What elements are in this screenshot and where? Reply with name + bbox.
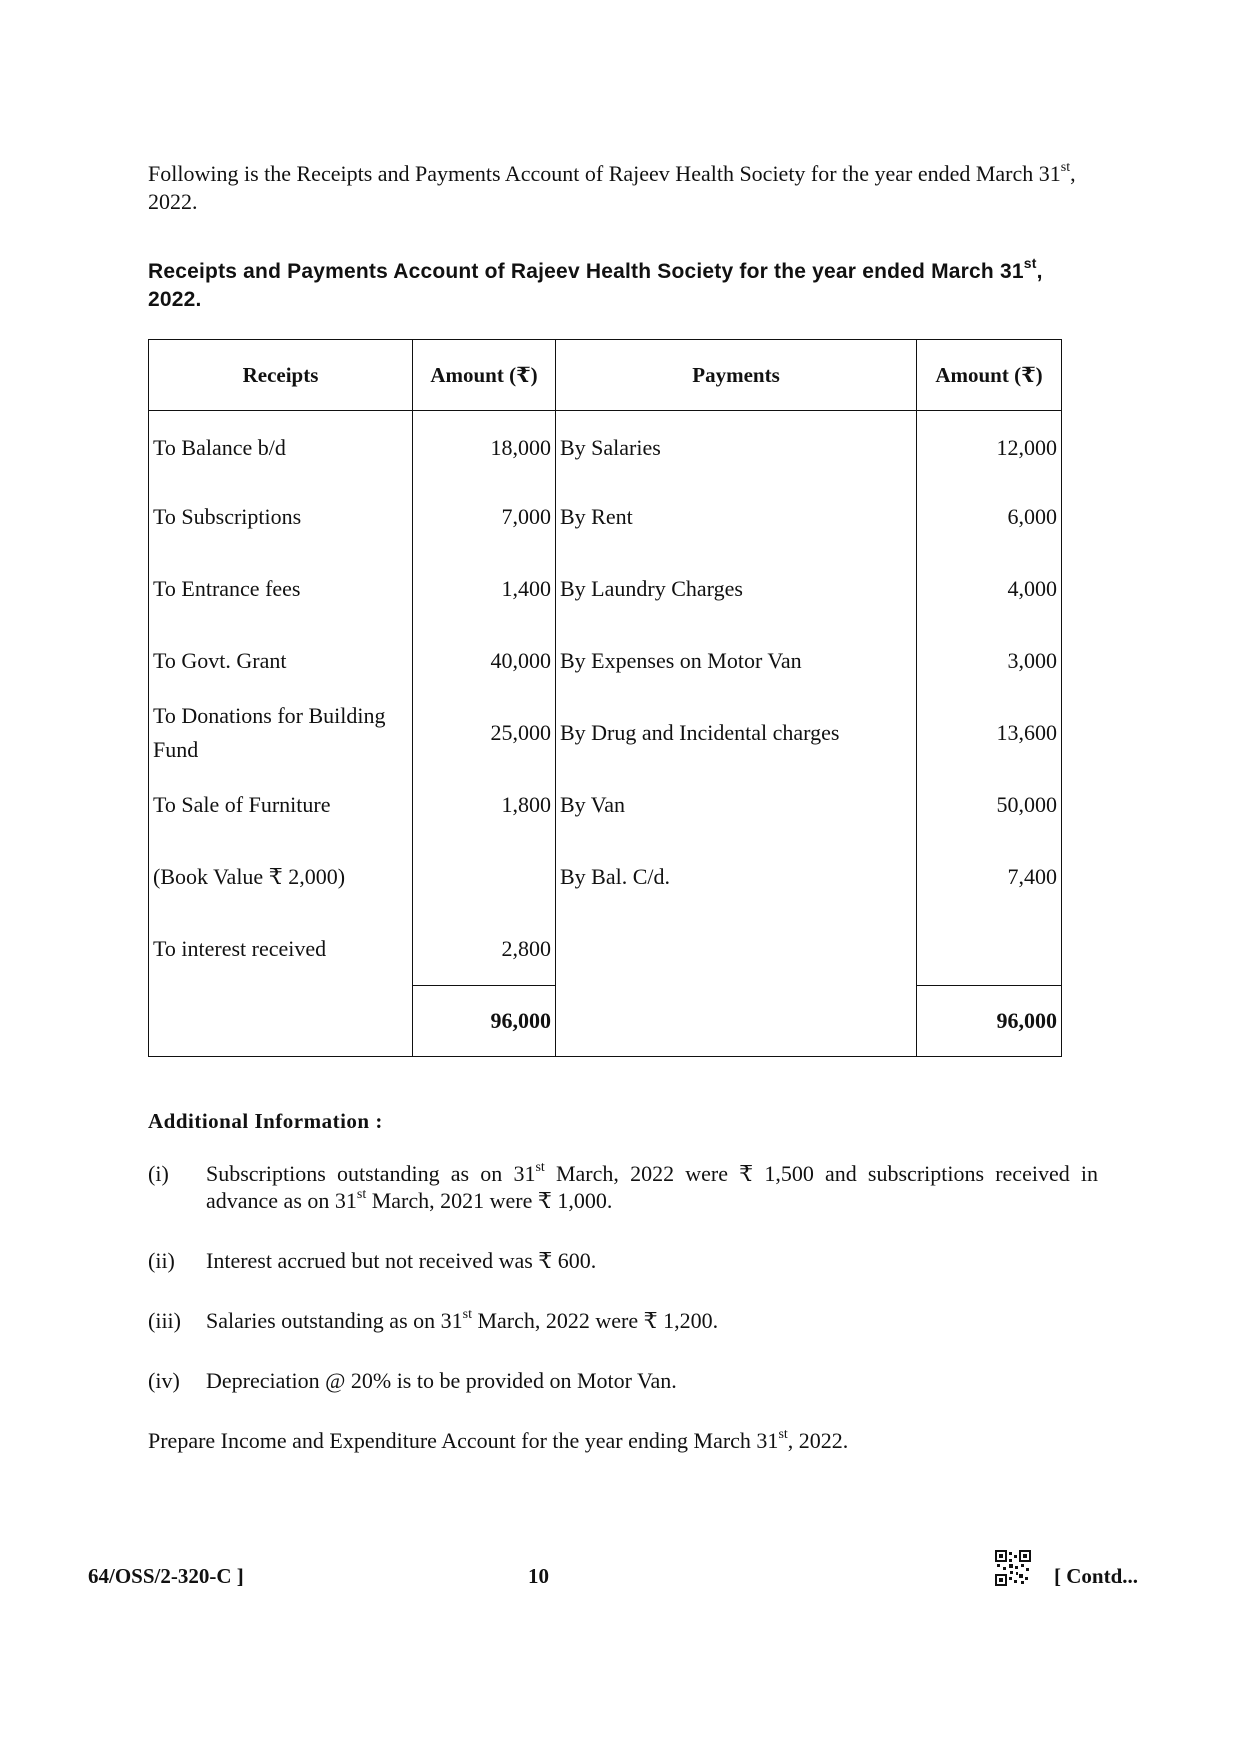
payment-label [556,913,917,986]
table-row [149,697,1062,769]
receipt-label: (Book Value ₹ 2,000) [149,841,413,913]
header-payments: Payments [556,340,917,411]
closing-text: Prepare Income and Expenditure Account for the year ending March 31 [148,1428,779,1453]
receipt-label: To Entrance fees [149,553,413,625]
qr-code-icon [995,1550,1031,1586]
receipt-label: To interest received [149,913,413,986]
table-title-text: Receipts and Payments Account of Rajeev Health Society for the year ended March 31 [148,260,1024,283]
payment-label: By Rent [556,481,917,553]
total-payment-blank [556,986,917,1057]
table-row [149,481,1062,553]
closing-sup: st [778,1426,788,1442]
payment-amount: 6,000 [917,481,1062,553]
list-item-number: (i) [148,1161,169,1186]
page-footer [88,1550,1163,1590]
receipts-payments-table [148,339,1062,1057]
text-sup: st [535,1159,545,1175]
list-item-text [206,1307,1098,1334]
receipt-amount: 25,000 [413,697,556,769]
payment-amount: 4,000 [917,553,1062,625]
text-part: Subscriptions outstanding as on 31 [206,1161,536,1186]
table-title [148,255,1098,314]
text-part: Salaries outstanding as on 31 [206,1308,463,1333]
receipt-label: To Donations for Building Fund [149,697,413,769]
table-row [149,625,1062,697]
list-item [148,1307,1098,1334]
closing-instruction [148,1427,1098,1455]
table-row [149,553,1062,625]
list-item-text [206,1247,1098,1274]
table-row [149,411,1062,482]
list-item [148,1160,1098,1214]
payment-amount: 3,000 [917,625,1062,697]
receipt-amount [413,841,556,913]
additional-info-list [148,1160,1098,1394]
list-item-number: (iv) [148,1368,180,1393]
payments-total: 96,000 [917,986,1062,1057]
table-title-text-end: , 2022. [148,260,1043,311]
text-sup: st [356,1186,367,1202]
table-row [149,841,1062,913]
text-part: March, 2022 were ₹ 1,500 and subscriptions received in advance as on 31 [206,1161,1098,1213]
payment-amount: 13,600 [917,697,1062,769]
additional-info-title: Additional Information : [148,1109,383,1133]
continued-label: [ Contd... [1054,1564,1139,1588]
list-item-text [206,1367,1098,1394]
payment-amount: 7,400 [917,841,1062,913]
header-receipts: Receipts [149,340,413,411]
table-header-row [149,340,1062,411]
payment-label: By Bal. C/d. [556,841,917,913]
receipt-amount: 18,000 [413,411,556,482]
payment-label: By Van [556,769,917,841]
text-sup: st [462,1306,472,1322]
page-number: 10 [528,1564,549,1588]
total-receipt-blank [149,986,413,1057]
payment-amount: 12,000 [917,411,1062,482]
intro-text: Following is the Receipts and Payments Account of Rajeev Health Society for the year ended March 31 [148,161,1061,186]
list-item-text [206,1160,1098,1214]
payment-label: By Laundry Charges [556,553,917,625]
table-row [149,913,1062,986]
text-part: Depreciation @ 20% is to be provided on Motor Van. [206,1368,677,1393]
list-item [148,1247,1098,1274]
receipts-total: 96,000 [413,986,556,1057]
header-payments-amount: Amount (₹) [917,340,1062,411]
receipt-label: To Subscriptions [149,481,413,553]
table-row [149,769,1062,841]
payment-label: By Expenses on Motor Van [556,625,917,697]
closing-text-end: , 2022. [787,1428,849,1453]
text-part: Interest accrued but not received was ₹ 600. [206,1248,597,1273]
payment-label: By Salaries [556,411,917,482]
receipt-label: To Govt. Grant [149,625,413,697]
list-item [148,1367,1098,1394]
intro-text-end: , 2022. [148,161,1076,214]
list-item-number: (iii) [148,1308,181,1333]
payment-label: By Drug and Incidental charges [556,697,917,769]
receipt-amount: 7,000 [413,481,556,553]
receipt-amount: 1,400 [413,553,556,625]
table-total-row [149,986,1062,1057]
table-title-sup: st [1023,255,1037,271]
text-part: March, 2021 were ₹ 1,000. [366,1188,613,1213]
list-item-number: (ii) [148,1248,175,1273]
receipt-label: To Balance b/d [149,411,413,482]
paper-code: 64/OSS/2-320-C ] [88,1564,244,1588]
intro-paragraph [148,160,1098,216]
receipt-amount: 40,000 [413,625,556,697]
receipt-label: To Sale of Furniture [149,769,413,841]
header-receipts-amount: Amount (₹) [413,340,556,411]
payment-amount [917,913,1062,986]
receipt-amount: 2,800 [413,913,556,986]
payment-amount: 50,000 [917,769,1062,841]
page-content [148,160,1098,1477]
receipt-amount: 1,800 [413,769,556,841]
intro-sup: st [1060,159,1071,175]
text-part: March, 2022 were ₹ 1,200. [471,1308,719,1333]
